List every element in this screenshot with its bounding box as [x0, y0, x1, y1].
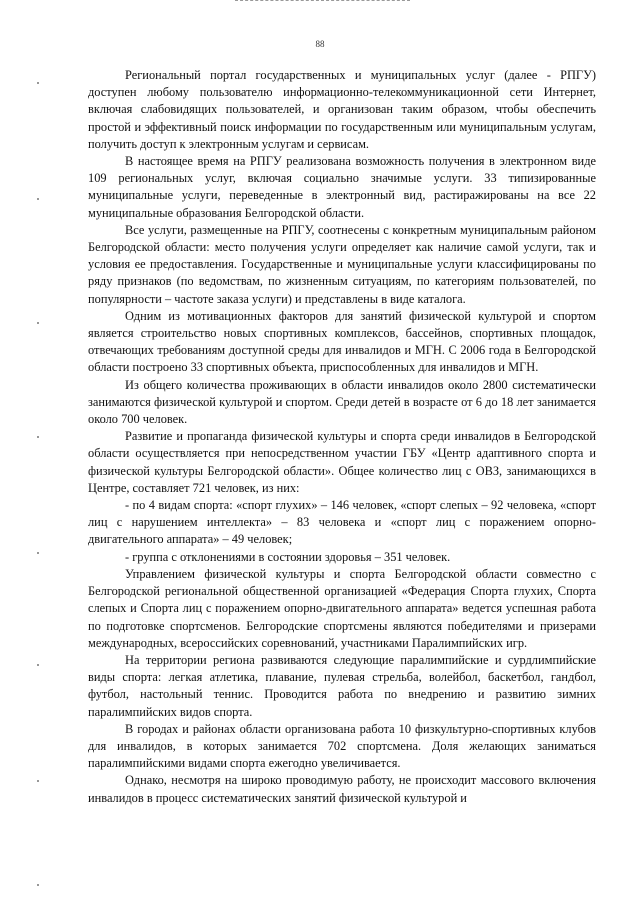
body-text: [88, 67, 596, 807]
page-number: 88: [315, 39, 325, 49]
paragraph: Одним из мотивационных факторов для занятий физической культурой и спортом является строительство новых спортивных комплексов, бассейнов, спортивных площадок, отвечающих требованиям доступной среды для инвалидов и МГН. С 2006 года в Белгородской области построено 33 спортивных объекта, приспособленных для инвалидов и МГН.: [88, 308, 596, 375]
paragraph: Из общего количества проживающих в области инвалидов около 2800 систематически занимаются физической культурой и спортом. Среди детей в возрасте от 6 до 18 лет занимается около 700 человек.: [88, 377, 596, 427]
scan-margin-dot: [37, 552, 39, 554]
list-item: - по 4 видам спорта: «спорт глухих» – 146 человек, «спорт слепых – 92 человека, «спорт лиц с нарушением интеллекта» – 83 человека и «спорт лиц с поражением опорно-двигательного аппарата» – 49 человек;: [88, 498, 596, 547]
top-scan-rule: [235, 0, 410, 3]
paragraph: Управлением физической культуры и спорта Белгородской области совместно с Белгородской региональной общественной организацией «Федерация Спорта глухих, Спорта слепых и Спорта лиц с поражением опорно-двигательного аппарата» ведется успешная работа по подготовке спортсменов. Белгородские спортсмены являются победителями и призерами международных, всероссийских соревнований, участниками Паралимпийских игр.: [88, 566, 596, 650]
scan-margin-dot: [37, 780, 39, 782]
scan-margin-dot: [37, 436, 39, 438]
paragraph: Развитие и пропаганда физической культуры и спорта среди инвалидов в Белгородской области осуществляется при непосредственном участии ГБУ «Центр адаптивного спорта и физической культуры Белгородской области». Общее количество лиц с ОВЗ, занимающихся в Центре, составляет 721 человек, из них:: [88, 429, 596, 495]
paragraph: На территории региона развиваются следующие паралимпийские и сурдлимпийские виды спорта: легкая атлетика, плавание, пулевая стрельба, волейбол, баскетбол, гандбол, футбол, настольный теннис. Проводится работа по внедрению и развитию зимних паралимпийских видов спорта.: [88, 652, 596, 719]
paragraph: В городах и районах области организована работа 10 физкультурно-спортивных клубов для инвалидов, в которых занимается 702 спортсмена. Доля желающих заниматься паралимпийскими видами спорта ежегодно увеличивается.: [88, 721, 596, 771]
scan-margin-dot: [37, 82, 39, 84]
scan-margin-dot: [37, 884, 39, 886]
scan-margin-dot: [37, 322, 39, 324]
paragraph: Все услуги, размещенные на РПГУ, соотнесены с конкретным муниципальным районом Белгородской области: место получения услуги определяет как наличие самой услуги, так и условия ее предоставления. Государственные и муниципальные услуги классифицированы по ряду признаков (по ведомствам, по жизненным ситуациям, по категориям пользователей, по популярности – частоте заказа услуги) и представлены в виде каталога.: [88, 222, 596, 306]
scan-margin-dot: [37, 198, 39, 200]
paragraph: В настоящее время на РПГУ реализована возможность получения в электронном виде 109 региональных услуг, включая социально значимые услуги. 33 типизированные муниципальные услуги, переведенные в электронный вид, растиражированы на все 22 муниципальные образования Белгородской области.: [88, 154, 596, 220]
paragraph: Однако, несмотря на широко проводимую работу, не происходит массового включения инвалидов в процесс систематических занятий физической культурой и: [88, 773, 596, 805]
scan-margin-dot: [37, 664, 39, 666]
list-item: - группа с отклонениями в состоянии здоровья – 351 человек.: [125, 549, 451, 564]
paragraph: Региональный портал государственных и муниципальных услуг (далее - РПГУ) доступен любому пользователю информационно-телекоммуникационной сети Интернет, включая слабовидящих пользователей, и организован таким образом, чтобы обеспечить простой и эффективный поиск информации по государственным или муниципальным услугам, получить доступ к электронным услугам и сервисам.: [88, 68, 596, 151]
